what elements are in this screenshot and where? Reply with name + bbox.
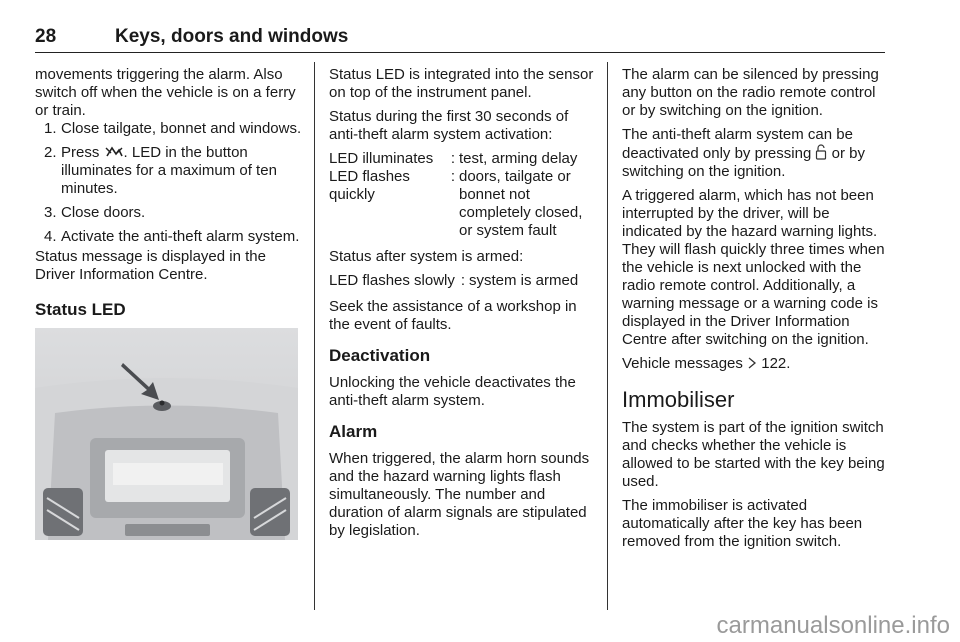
deactivate-text-post: or by switching on the ignition.	[622, 145, 865, 180]
triggered-alarm-text: A triggered alarm, which has not been interrupted by the driver, will be indicated by the hazard warning lights. They will flash quickly three times when the vehicle is next unlocked with the radio remote control. Additionally, a warning message or a warning code is displayed in the Driver Information Centre after switching on the ignition.	[622, 187, 885, 348]
column-middle	[329, 66, 595, 546]
table-row	[329, 150, 595, 168]
silence-text: The alarm can be silenced by pressing any button on the radio remote control or by switching on the ignition.	[622, 66, 879, 119]
status-meaning: system is armed	[469, 272, 579, 289]
status-table-activation	[329, 150, 595, 240]
step-number: 1.	[44, 120, 57, 137]
step-text-post: . LED in the button illuminates for a maximum of ten minutes.	[61, 144, 277, 197]
vehicle-messages-page[interactable]: 122.	[761, 355, 791, 372]
steps-list	[35, 120, 303, 246]
section-heading-deactivation: Deactivation	[329, 346, 431, 365]
immobiliser-text: The system is part of the ignition switch and checks whether the vehicle is allowed to be started with the key being used.	[622, 419, 885, 490]
deactivate-text-pre: The anti-theft alarm system can be deactivated only by pressing	[622, 126, 853, 162]
deactivation-text: Unlocking the vehicle deactivates the anti-theft alarm system.	[329, 374, 576, 409]
colon: :	[450, 168, 456, 185]
status-message-text: Status message is displayed in the Driver Information Centre.	[35, 248, 266, 283]
colon: :	[460, 272, 466, 289]
page-header	[35, 26, 885, 53]
alarm-text: When triggered, the alarm horn sounds and the hazard warning lights flash simultaneously. The number and duration of alarm signals are stipulated by legislation.	[329, 450, 590, 539]
table-row	[329, 168, 595, 240]
vehicle-messages-ref	[622, 355, 892, 373]
step-text: Activate the anti-theft alarm system.	[61, 228, 300, 245]
section-heading-immobiliser: Immobiliser	[622, 387, 735, 412]
status-label: LED flashes slowly	[329, 272, 455, 289]
armed-intro-text: Status after system is armed:	[329, 248, 524, 265]
first30-intro-text: Status during the first 30 seconds of anti-theft alarm system activation:	[329, 108, 569, 143]
unlock-icon	[815, 144, 827, 160]
column-left	[35, 66, 303, 540]
status-meaning: doors, tailgate or bonnet not completely closed, or system fault	[459, 168, 583, 239]
step-text-pre: Press	[61, 144, 100, 161]
status-led-illustration	[35, 328, 298, 540]
vehicle-messages-label: Vehicle messages	[622, 355, 743, 372]
workshop-text: Seek the assistance of a workshop in the event of faults.	[329, 298, 577, 333]
colon: :	[450, 150, 456, 167]
status-label: LED illuminates	[329, 150, 434, 167]
chapter-title: Keys, doors and windows	[115, 26, 349, 47]
led-intro-text: Status LED is integrated into the sensor on top of the instrument panel.	[329, 66, 594, 101]
status-meaning: test, arming delay	[459, 150, 578, 167]
list-item	[35, 120, 303, 138]
intro-text: movements triggering the alarm. Also switch off when the vehicle is on a ferry or train.	[35, 66, 296, 119]
watermark: carmanualsonline.info	[716, 612, 950, 639]
column-divider	[314, 62, 315, 610]
step-text: Close doors.	[61, 204, 146, 221]
step-number: 4.	[44, 228, 57, 245]
list-item	[35, 204, 303, 222]
deactivate-text	[622, 126, 892, 181]
status-label: LED flashes quickly	[329, 168, 410, 203]
section-heading-status-led: Status LED	[35, 300, 126, 319]
step-number: 3.	[44, 204, 57, 221]
alarm-sensor-icon	[104, 145, 124, 158]
list-item	[35, 228, 303, 246]
step-number: 2.	[44, 144, 57, 161]
list-item	[35, 144, 303, 198]
page-number: 28	[35, 26, 57, 47]
column-divider	[607, 62, 608, 610]
section-heading-alarm: Alarm	[329, 422, 378, 441]
table-row	[329, 272, 595, 290]
status-table-armed	[329, 272, 595, 290]
column-right	[622, 66, 892, 557]
step-text: Close tailgate, bonnet and windows.	[61, 120, 302, 137]
page-reference-arrow-icon	[747, 357, 757, 369]
immobiliser-auto-text: The immobiliser is activated automatically after the key has been removed from the ignition switch.	[622, 497, 863, 550]
